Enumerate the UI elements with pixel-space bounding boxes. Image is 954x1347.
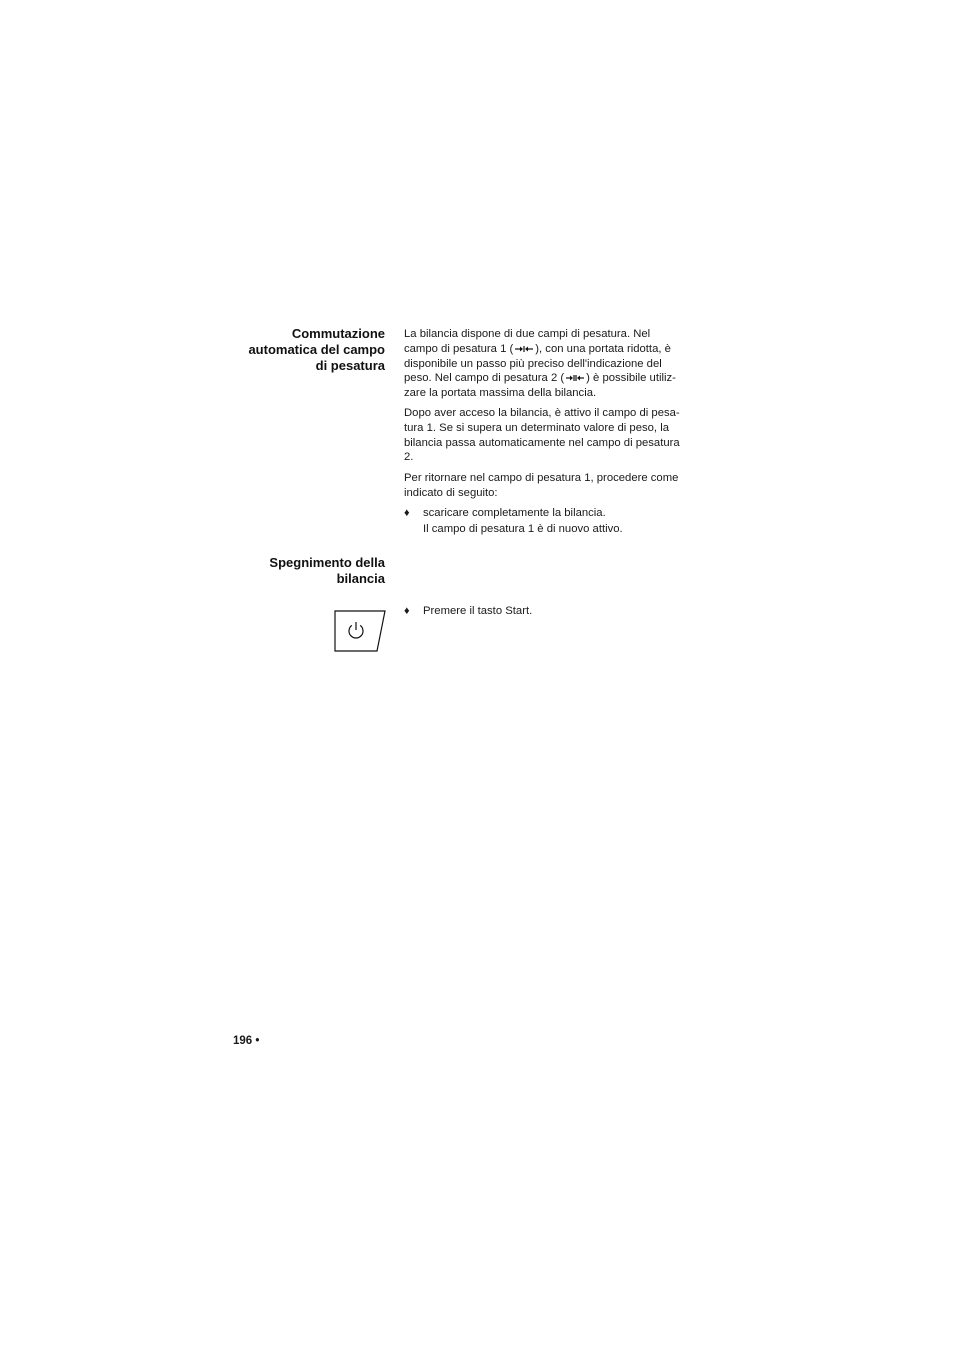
page-number: 196 • [233,1035,260,1047]
text-line: indicato di seguito: [404,486,498,499]
heading-line: di pesatura [315,358,385,373]
range-1-symbol-icon [514,345,534,353]
power-key-icon [334,610,386,652]
text-line: Dopo aver acceso la bilancia, è attivo il campo di pesa- [404,407,680,419]
text-line: zare la portata massima della bilancia. [404,387,597,400]
step-press-start: Premere il tasto Start. [423,605,533,617]
bullet-diamond-icon: ♦ [404,605,410,617]
text-fragment: campo di pesatura 1 ( [404,342,514,355]
step-unload-scale: scaricare completamente la bilancia. [423,507,606,519]
text-line [404,342,704,357]
text-line: disponibile un passo più preciso dell'indicazione del [404,357,662,370]
section-heading-switch-off [205,555,385,587]
text-fragment: ), con una portata ridotta, è [535,342,671,355]
text-line [404,371,704,386]
paragraph-return-instructions [404,471,704,501]
text-line: bilancia passa automaticamente nel campo di pesatura [404,436,680,449]
text-line: tura 1. Se si supera un determinato valore di peso, la [404,421,670,434]
range-2-symbol-icon [565,374,585,382]
section-heading-range-switching [205,326,385,374]
text-fragment: peso. Nel campo di pesatura 2 ( [404,372,565,385]
bullet-diamond-icon: ♦ [404,507,410,519]
heading-line: Spegnimento della [269,555,385,570]
text-line: Per ritornare nel campo di pesatura 1, procedere come [404,472,679,484]
heading-line: bilancia [336,571,385,586]
text-line: La bilancia dispone di due campi di pesatura. Nel [404,328,651,340]
step-result: Il campo di pesatura 1 è di nuovo attivo. [423,523,623,535]
paragraph-weighing-ranges [404,327,704,401]
paragraph-auto-switch [404,406,704,465]
heading-line: Commutazione [291,326,385,341]
text-line: 2. [404,451,414,464]
heading-line: automatica del campo [248,342,385,357]
text-fragment: ) è possibile utiliz- [586,372,676,385]
